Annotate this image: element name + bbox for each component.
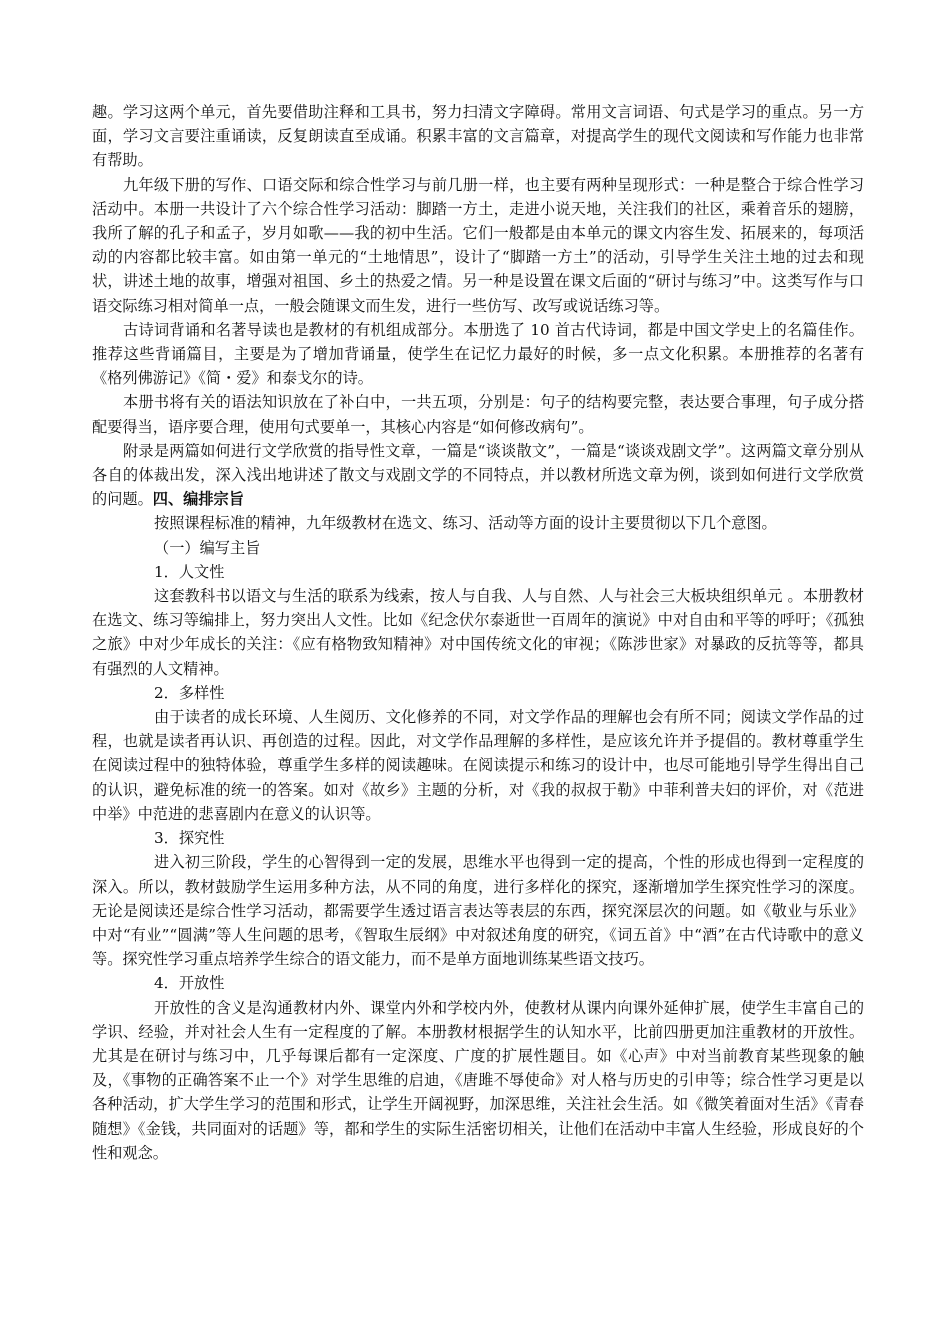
heading-openness: 4．开放性: [154, 974, 225, 993]
appendix-text: 附录是两篇如何进行文学欣赏的指导性文章，一篇是“谈谈散文”，一篇是“谈谈戏剧文学”。这两篇文章分别从各自的体裁出发，深入浅出地讲述了散文与戏剧文学的不同特点，并以教材所选文章为例，谈到如何进行文学欣赏的问题。: [92, 441, 864, 509]
section-heading-compilation: 四、编排宗旨: [152, 490, 244, 509]
heading-humanism: 1．人文性: [154, 562, 225, 581]
paragraph-humanism: 这套教科书以语文与生活的联系为线索，按人与自我、人与自然、人与社会三大板块组织单元 。本册教材在选文、练习等编排上，努力突出人文性。比如《纪念伏尔泰逝世一百周年的演说》中对自由和平等的呼吁；《孤独之旅》中对少年成长的关注：《应有格物致知精神》对中国传统文化的审视；《陈涉世家》对暴政的反抗等等，都具有强烈的人文精神。: [92, 587, 864, 678]
paragraph-classical-chinese: 趣。学习这两个单元，首先要借助注释和工具书，努力扫清文字障碍。常用文言词语、句式是学习的重点。另一方面，学习文言要注重诵读，反复朗读直至成诵。积累丰富的文言篇章，对提高学生的现代文阅读和写作能力也非常有帮助。: [92, 103, 864, 170]
paragraph-diversity: 由于读者的成长环境、人生阅历、文化修养的不同，对文学作品的理解也会有所不同；阅读文学作品的过程，也就是读者再认识、再创造的过程。因此，对文学作品理解的多样性，是应该允许并予提倡的。教材尊重学生在阅读过程中的独特体验，尊重学生多样的阅读趣味。在阅读提示和练习的设计中，也尽可能地引导学生得出自己的认识，避免标准的统一的答案。如对《故乡》主题的分析，对《我的叔叔于勒》中菲利普夫妇的评价，对《范进中举》中范进的悲喜剧内在意义的认识等。: [92, 708, 864, 823]
paragraph-poetry-classics: 古诗词背诵和名著导读也是教材的有机组成部分。本册选了 10 首古代诗词，都是中国文学史上的名篇佳作。推荐这些背诵篇目，主要是为了增加背诵量，使学生在记忆力最好的时候，多一点文化积累。本册推荐的名著有《格列佛游记》《简・爱》和泰戈尔的诗。: [92, 320, 864, 388]
paragraph-appendix: [92, 439, 864, 512]
paragraph-inquiry: 进入初三阶段，学生的心智得到一定的发展，思维水平也得到一定的提高，个性的形成也得到一定程度的深入。所以，教材鼓励学生运用多种方法，从不同的角度，进行多样化的探究，逐渐增加学生探究性学习的深度。无论是阅读还是综合性学习活动，都需要学生透过语言表达等表层的东西，探究深层次的问题。如《敬业与乐业》中对“有业”“圆满”等人生问题的思考，《智取生辰纲》中对叙述角度的研究，《词五首》中“酒”在古代诗歌中的意义等。探究性学习重点培养学生综合的语文能力，而不是单方面地训练某些语文技巧。: [92, 853, 864, 969]
document-page: [92, 100, 864, 1165]
paragraph-openness: 开放性的含义是沟通教材内外、课堂内外和学校内外，使教材从课内向课外延伸扩展，使学生丰富自己的学识、经验，并对社会人生有一定程度的了解。本册教材根据学生的认知水平，比前四册更加注重教材的开放性。尤其是在研讨与练习中，几乎每课后都有一定深度、广度的扩展性题目。如《心声》中对当前教育某些现象的触及，《事物的正确答案不止一个》对学生思维的启迪，《唐雎不辱使命》对人格与历史的引申等；综合性学习更是以各种活动，扩大学生学习的范围和形式，让学生开阔视野，加深思维，关注社会生活。如《微笑着面对生活》《青春随想》《金钱，共同面对的话题》等，都和学生的实际生活密切相关，让他们在活动中丰富人生经验，形成良好的个性和观念。: [92, 998, 864, 1162]
paragraph-grammar: 本册书将有关的语法知识放在了补白中，一共五项，分别是：句子的结构要完整，表达要合事理，句子成分搭配要得当，语序要合理，使用句式要单一，其核心内容是“如何修改病句”。: [92, 393, 864, 436]
heading-inquiry: 3．探究性: [154, 829, 225, 848]
paragraph-writing-forms: 九年级下册的写作、口语交际和综合性学习与前几册一样，也主要有两种呈现形式：一种是整合于综合性学习活动中。本册一共设计了六个综合性学习活动：脚踏一方土，走进小说天地，关注我们的社区，乘着音乐的翅膀，我所了解的孔子和孟子，岁月如歌——我的初中生活。它们一般都是由本单元的课文内容生发、拓展来的，每项活动的内容都比较丰富。如由第一单元的“土地情思”，设计了“脚踏一方土”的活动，引导学生关注土地的过去和现状，讲述土地的故事，增强对祖国、乡土的热爱之情。另一种是设置在课文后面的“研讨与练习”中。这类写作与口语交际练习相对简单一点，一般会随课文而生发，进行一些仿写、改写或说话练习等。: [92, 175, 864, 315]
subheading-writing-purpose: （一）编写主旨: [154, 538, 261, 557]
heading-diversity: 2．多样性: [154, 683, 225, 702]
paragraph-intent: 按照课程标准的精神，九年级教材在选文、练习、活动等方面的设计主要贯彻以下几个意图。: [154, 514, 777, 533]
